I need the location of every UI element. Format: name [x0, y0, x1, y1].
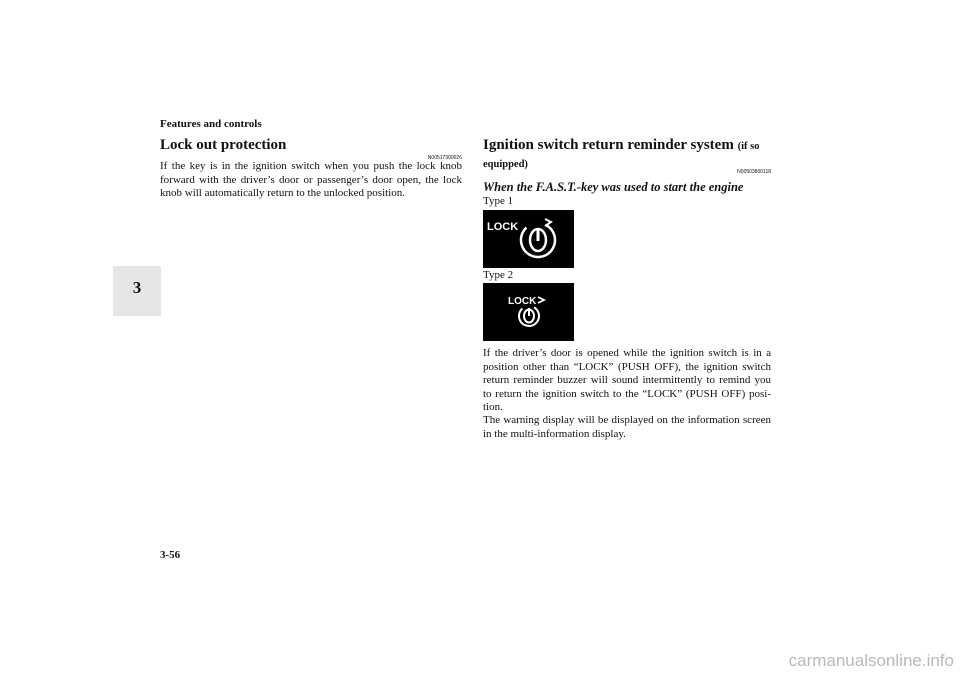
reminder-text-2: The warning display will be displayed on the information screen in the multi-information display. [483, 414, 771, 440]
type2-display-text: LOCK [508, 296, 537, 307]
watermark: carmanualsonline.info [788, 651, 954, 670]
page-number: 3-56 [160, 549, 181, 561]
type2-lock-display [483, 283, 574, 341]
power-button-icon [515, 217, 561, 263]
section-header: Features and controls [160, 118, 262, 130]
right-ref-code: N00503800118 [737, 169, 771, 175]
ignition-reminder-heading-note: (if so equipped) [483, 141, 760, 170]
chapter-tab [113, 266, 161, 316]
left-ref-code: N00517300026 [427, 155, 462, 161]
ignition-reminder-heading-main: Ignition switch return reminder system [483, 137, 734, 153]
fast-key-subheading: When the F.A.S.T.-key was used to start the engine [483, 180, 744, 194]
type1-label: Type 1 [483, 195, 514, 207]
type2-label: Type 2 [483, 269, 514, 281]
chapter-number: 3 [132, 278, 142, 297]
lock-out-protection-heading: Lock out protection [160, 137, 287, 153]
lock-out-protection-text: If the key is in the ignition switch when you push the lock knob forward with the driver’s door or passenger’s door open, the lock knob will automatically return to the unlocked position. [160, 160, 462, 199]
type1-lock-display [483, 210, 574, 268]
ignition-reminder-heading [483, 137, 783, 173]
type1-display-text: LOCK [487, 221, 519, 233]
reminder-text-1: If the driver’s door is opened while the ignition switch is in a position other than “LOCK” (PUSH OFF), the ignition switch return reminder buzzer will sound intermittently to remind you to return the ignition switch to the “LOCK” (PUSH OFF) posi-tion. [483, 347, 771, 413]
